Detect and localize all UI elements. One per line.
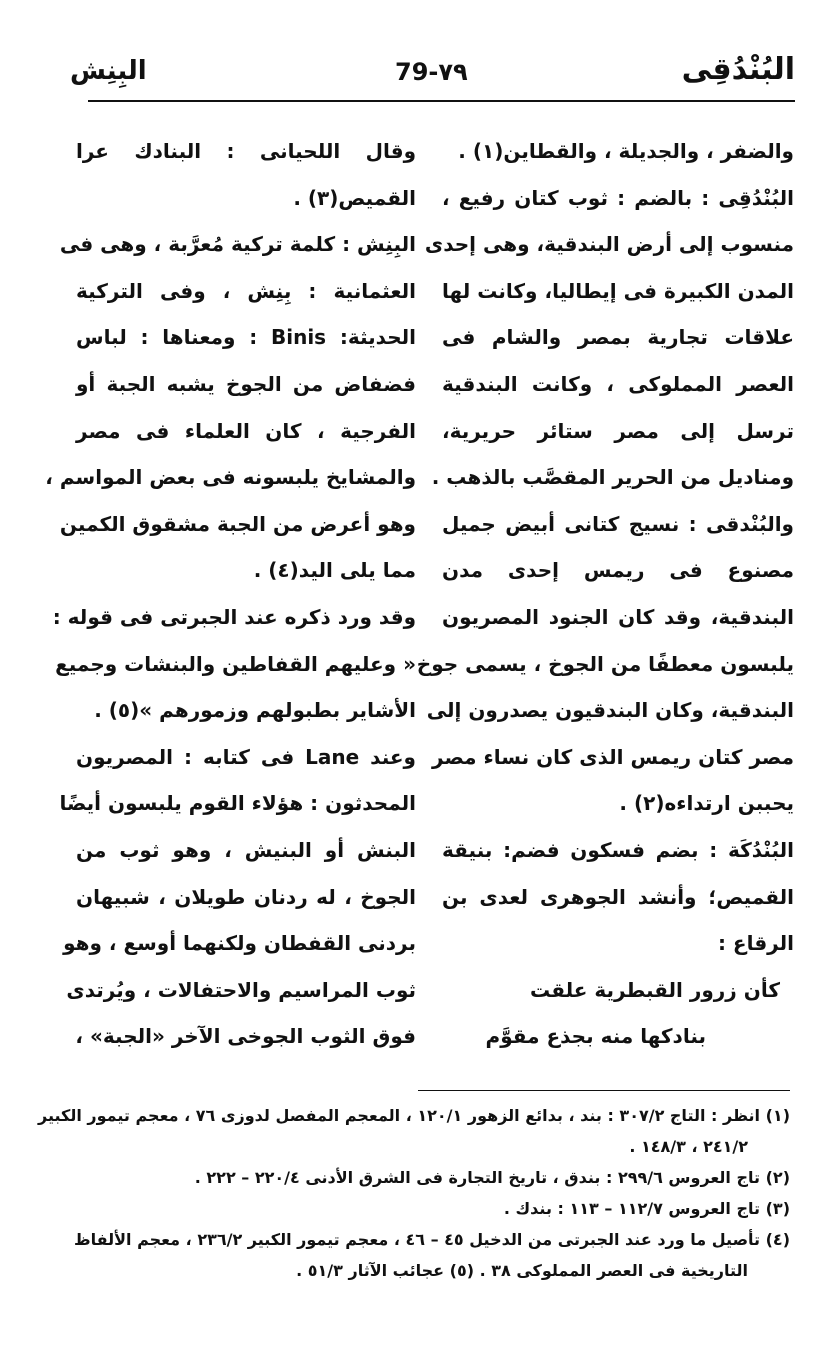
text-line: ثوب المراسيم والاحتفالات ، ويُرتدى [66, 977, 416, 1002]
footnote-2: (٢) تاج العروس ٢٩٩/٦ : بندق ، تاريخ التجارة فى الشرق الأدنى ٢٢٠/٤ – ٢٢٢ . [194, 1168, 790, 1187]
text-line: والضفر ، والجديلة ، والقطاين(١) . [458, 139, 794, 163]
text-line: ومناديل من الحرير المقصَّب بالذهب . [431, 465, 794, 490]
verse-line: كأن زرور القبطرية علقت [530, 977, 780, 1002]
footnote-4: (٤) تأصيل ما ورد عند الجبرتى من الدخيل ٤٥ – ٤٦ ، معجم تيمور الكبير ٢٣٦/٢ ، معجم الألفاظ [73, 1230, 790, 1249]
text-line: بردنى القفطان ولكنهما أوسع ، وهو [63, 931, 416, 956]
footnotes [38, 1100, 790, 1286]
text-line: والبُنْدقى : نسيج كتانى أبيض جميل [442, 511, 794, 536]
running-head-left: البِنِش [70, 56, 147, 86]
text-line: القميص؛ وأنشد الجوهرى لعدى بن [442, 884, 794, 909]
text-line: فضفاض من الجوخ يشبه الجبة أو [76, 371, 416, 396]
text-line: منسوب إلى أرض البندقية، وهى إحدى [424, 232, 794, 257]
text-line: يلبسون معطفًا من الجوخ ، يسمى جوخ [416, 651, 794, 676]
text-line: علاقات تجارية بمصر والشام فى [442, 325, 794, 350]
text-line: البُنْدُكَة : بضم فسكون فضم: بنيقة [442, 837, 794, 862]
text-line: « وعليهم القفاطين والبنشات وجميع [55, 651, 416, 676]
page-header [70, 52, 795, 100]
text-line: البِنِش : كلمة تركية مُعرَّبة ، وهى فى [59, 232, 416, 257]
page-number: 79-٧٩ [395, 58, 468, 86]
text-line: وقال اللحيانى : البنادك عرا [76, 139, 416, 163]
text-line: وهو أعرض من الجبة مشقوق الكمين [59, 511, 416, 536]
text-line: القميص(٣) . [293, 185, 416, 210]
text-line: البندقية، وقد كان الجنود المصريون [442, 604, 794, 629]
text-line: الجوخ ، له ردنان طويلان ، شبيهان [76, 884, 416, 909]
text-line: الحديثة: Binis : ومعناها : لباس [76, 325, 416, 350]
text-line: البنش أو البنيش ، وهو ثوب من [76, 837, 416, 862]
text-line: العثمانية : بِنِش ، وفى التركية [76, 278, 416, 303]
text-line: فوق الثوب الجوخى الآخر «الجبة» ، [75, 1024, 416, 1049]
text-line: ترسل إلى مصر ستائر حريرية، [442, 418, 794, 443]
verse-line: بنادكها منه بجذع مقوَّم [485, 1024, 706, 1049]
footnote-1: (١) انظر : التاج ٣٠٧/٢ : بند ، بدائع الزهور ١٢٠/١ ، المعجم المفصل لدوزى ٧٦ ، معجم تيمور الكبير [38, 1106, 790, 1125]
text-line: مصر كتان ريمس الذى كان نساء مصر [432, 744, 794, 769]
text-line: المدن الكبيرة فى إيطاليا، وكانت لها [442, 278, 794, 303]
header-rule [88, 100, 795, 102]
text-line: مما يلى اليد(٤) . [253, 558, 416, 583]
text-line: العصر المملوكى ، وكانت البندقية [442, 371, 794, 396]
footnote-1-cont: ٢٤١/٢ ، ١٤٨/٣ . [629, 1137, 748, 1156]
text-line: مصنوع فى ريمس إحدى مدن [442, 558, 794, 583]
footnote-3: (٣) تاج العروس ١١٢/٧ – ١١٣ : بندك . [503, 1199, 790, 1218]
footnote-rule [418, 1090, 790, 1091]
text-line: البندقية، وكان البندقيون يصدرون إلى [426, 698, 794, 723]
text-line: الفرجية ، كان العلماء فى مصر [76, 418, 416, 443]
text-line: المحدثون : هؤلاء القوم يلبسون أيضًا [59, 791, 416, 816]
running-head-right: البُنْدُقِى [681, 52, 795, 87]
text-line: والمشايخ يلبسونه فى بعض المواسم ، [45, 465, 416, 490]
text-line: يحببن ارتداءه(٢) . [619, 791, 794, 816]
text-line: الأشاير بطبولهم وزمورهم »(٥) . [94, 698, 416, 723]
text-line: البُنْدُقِى : بالضم : ثوب كتان رفيع ، [442, 185, 794, 210]
right-column [416, 128, 794, 1060]
footnote-4-cont: التاريخية فى العصر المملوكى ٣٨ . (٥) عجائب الآثار ٥١/٣ . [296, 1261, 748, 1280]
left-column [45, 128, 416, 1060]
text-line: وعند Lane فى كتابه : المصريون [76, 744, 416, 769]
text-line: وقد ورد ذكره عند الجبرتى فى قوله : [52, 604, 416, 629]
text-line: الرقاع : [717, 931, 794, 956]
